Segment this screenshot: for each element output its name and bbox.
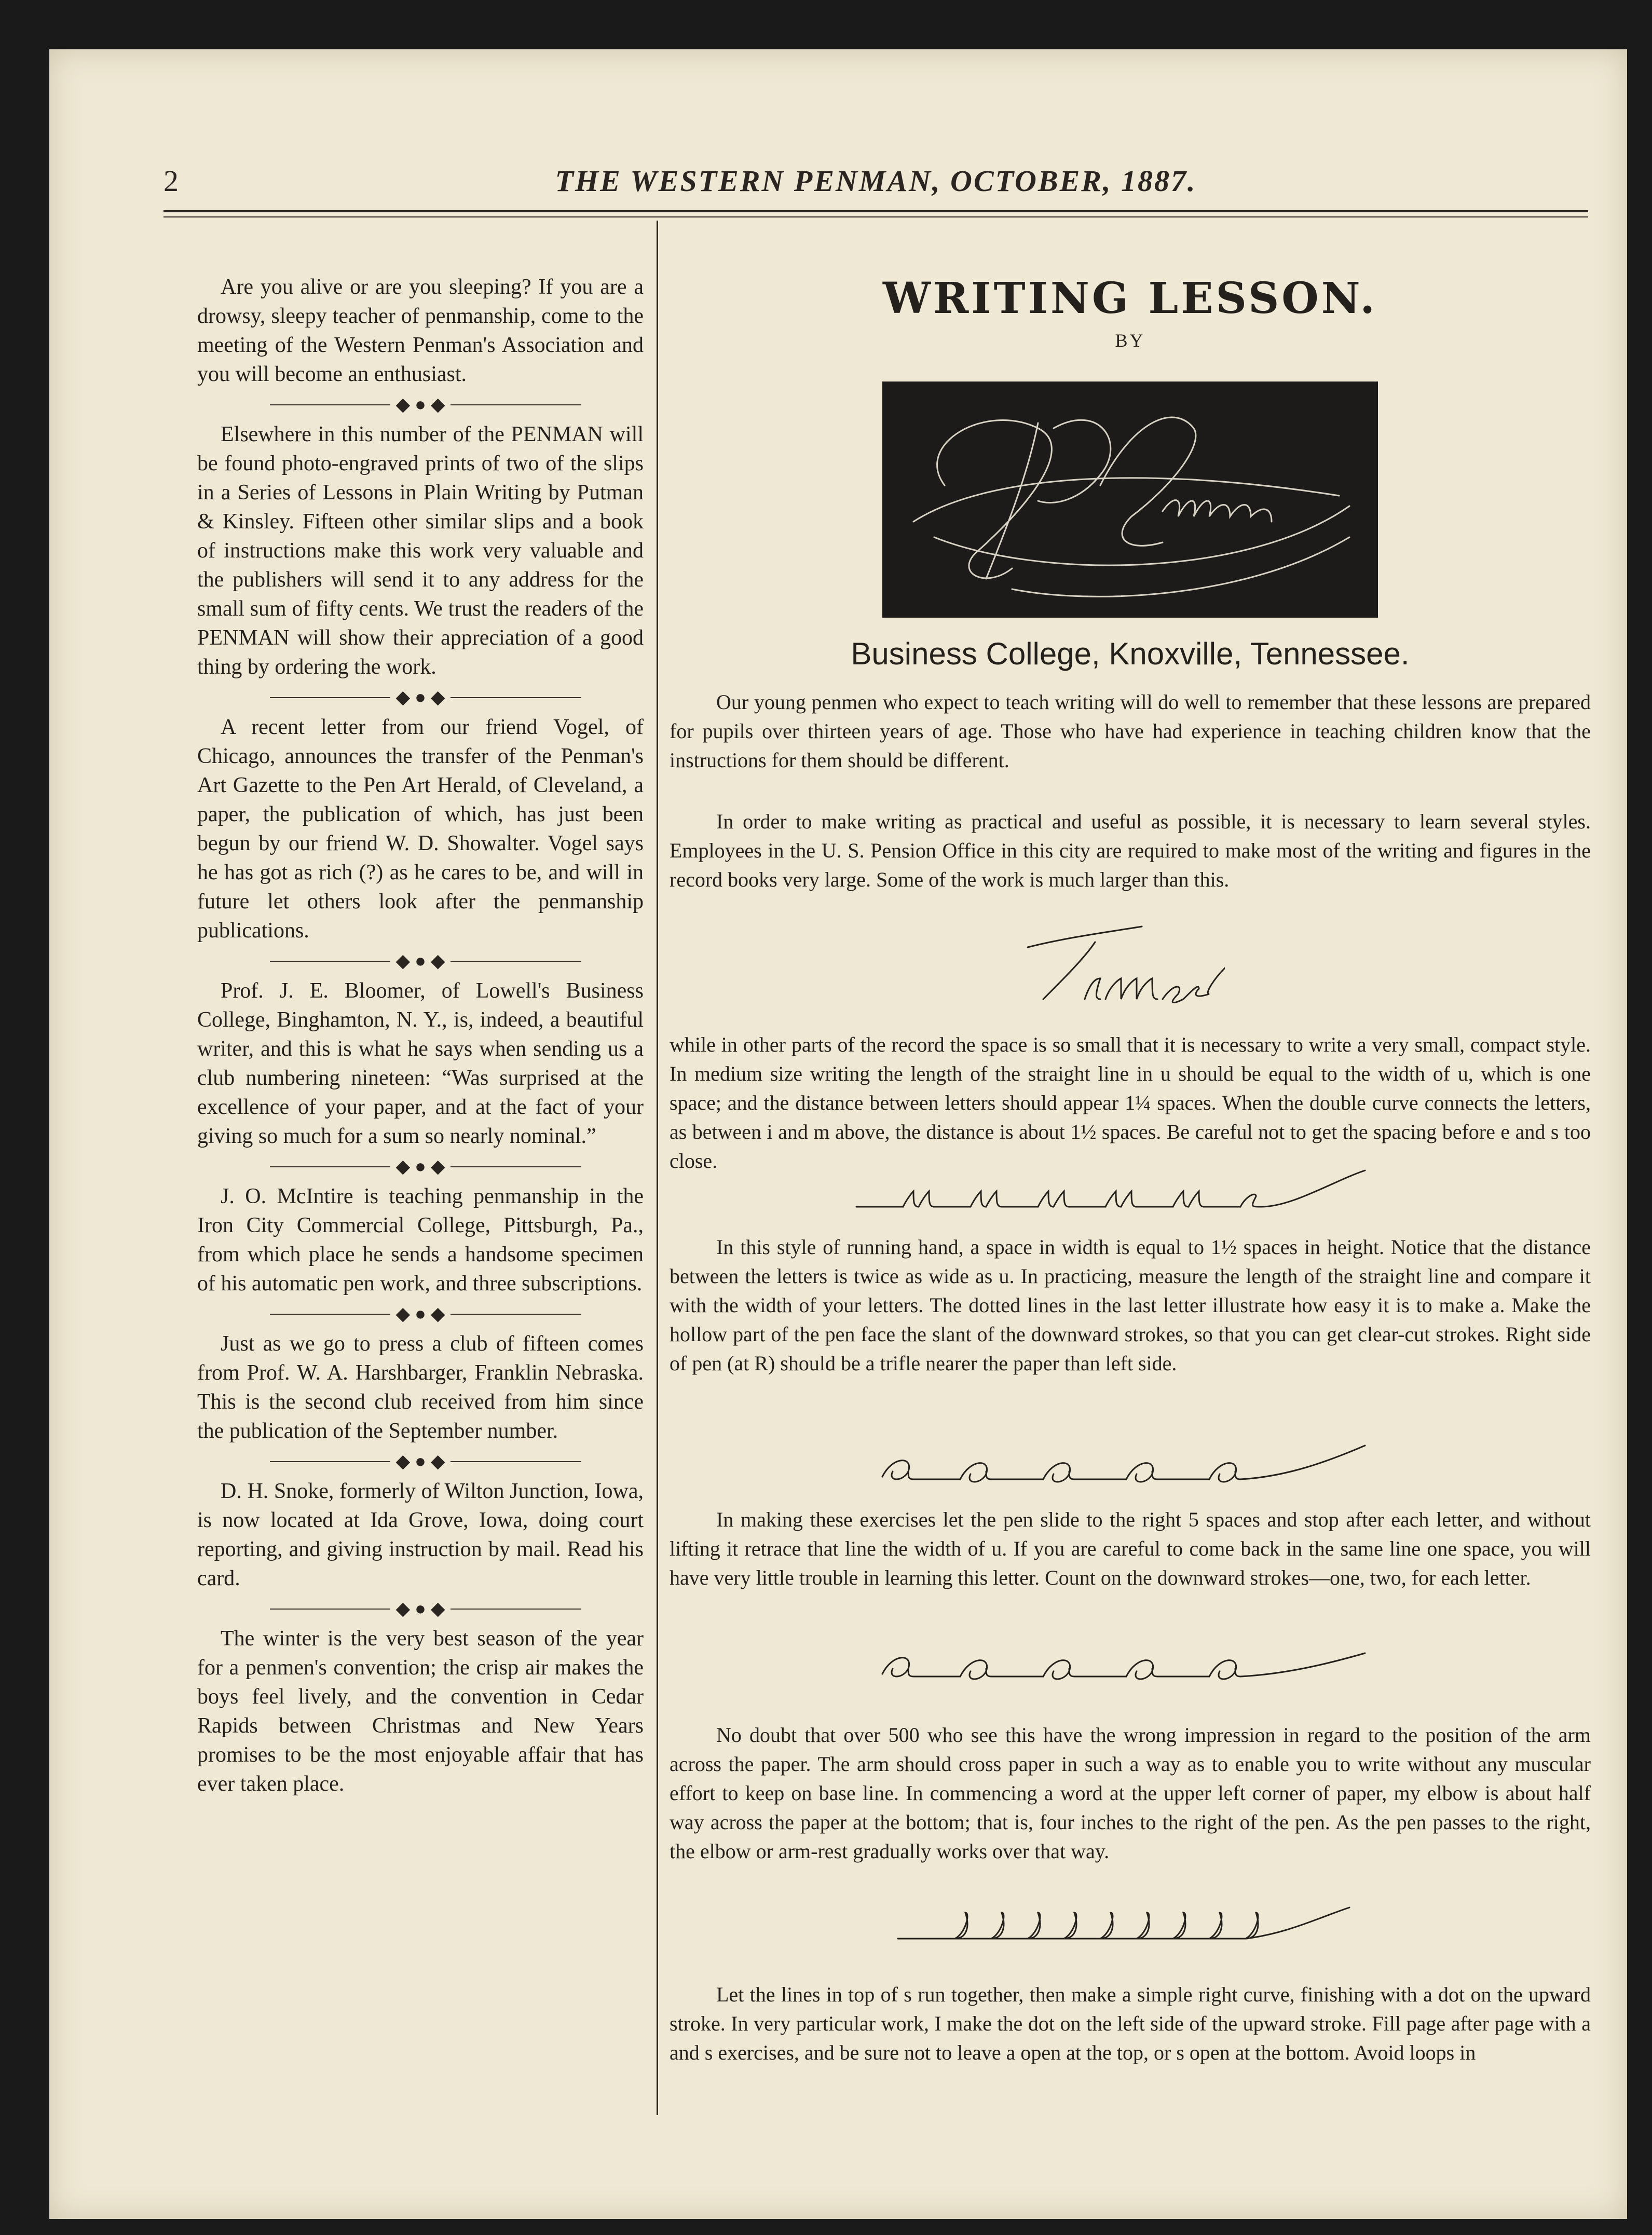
- news-item: D. H. Snoke, formerly of Wilton Junction, Iowa, is now located at Ida Grove, Iowa, doing court reporting, and giving instruction by mail. Read his card.: [197, 1479, 644, 1590]
- separator-ornament: ◆ ● ◆: [197, 1593, 644, 1624]
- lesson-paragraph: Our young penmen who expect to teach writing will do well to remember that these lessons are prepared for pupils over thirteen years of age. Those who have had experience in teaching children know that the instructions for them should be different.: [670, 690, 1591, 772]
- script-word-sample: [1007, 921, 1225, 1010]
- news-item: A recent letter from our friend Vogel, of Chicago, announces the transfer of the Penman's Art Gazette to the Pen Art Herald, of Cleveland, a paper, the publication of which, has just been begun by our friend W. D. Showalter. Vogel says he has got as rich (?) as he cares to be, and will in future let others look after the penmanship publications.: [197, 715, 644, 943]
- news-item: Just as we go to press a club of fifteen comes from Prof. W. A. Harshbarger, Franklin Nebraska. This is the second club received from him since the publication of the September number.: [197, 1332, 644, 1443]
- newspaper-page: [49, 49, 1627, 2219]
- page-header: [163, 163, 1588, 210]
- separator-ornament: ◆ ● ◆: [197, 1298, 644, 1329]
- lesson-paragraph: In order to make writing as practical and useful as possible, it is necessary to learn several styles. Employees in the U. S. Pension Office in this city are required to make most of the writing and figures in the record books very large. Some of the work is much larger than this.: [670, 810, 1591, 891]
- lesson-paragraph: No doubt that over 500 who see this have the wrong impression in regard to the position of the arm across the paper. The arm should cross paper in such a way as to enable you to write without any muscular effort to keep on base line. In commencing a word at the upper left corner of paper, my elbow is about half way across the paper at the bottom; that is, four inches to the right of the pen. As the pen passes to the right, the elbow or arm-rest gradually works over that way.: [670, 1723, 1591, 1863]
- masthead-title: THE WESTERN PENMAN, OCTOBER, 1887.: [555, 164, 1197, 198]
- page-number: 2: [163, 164, 179, 198]
- separator-ornament: ◆ ● ◆: [197, 945, 644, 976]
- header-rule-thin: [163, 216, 1588, 217]
- lesson-paragraph: Let the lines in top of s run together, then make a simple right curve, finishing with a dot on the upward stroke. In very particular work, I make the dot on the left side of the upward stroke. Fill page after page with a and s exercises, and be sure not to leave a open at the top, or s open at the bottom. Avoid loops in: [670, 1983, 1591, 2064]
- news-item: Elsewhere in this number of the PENMAN will be found photo-engraved prints of two of the slips in a Series of Lessons in Plain Writing by Putman & Kinsley. Fifteen other similar slips and a book of instructions make this work very valuable and the publishers will send it to any address for the small sum of fifty cents. We trust the readers of the PENMAN will show their appreciation of a good thing by ordering the work.: [197, 423, 644, 679]
- column-divider: [657, 221, 658, 2115]
- separator-ornament: ◆ ● ◆: [197, 389, 644, 420]
- signature-engraving: [882, 381, 1378, 618]
- left-column: [197, 272, 644, 1798]
- lesson-paragraph: In this style of running hand, a space in width is equal to 1½ spaces in height. Notice that the distance between the letters is twice as wide as u. In practicing, measure the length of the straight line and compare it with the width of your letters. The dotted lines in the last letter illustrate how easy it is to make a. Make the hollow part of the pen face the slant of the downward strokes, so that you can get clear-cut strokes. Right side of pen (at R) should be a trifle nearer the paper than left side.: [670, 1235, 1591, 1375]
- college-line: Business College, Knoxville, Tennessee.: [851, 636, 1410, 671]
- news-item: Prof. J. E. Bloomer, of Lowell's Business College, Binghamton, N. Y., is, indeed, a beautiful writer, and this is what he says when sending us a club numbering nineteen: “Was surprised at the excellence of your paper, and at the fact of your giving so much for a sum so nearly nominal.”: [197, 979, 644, 1148]
- news-item: Are you alive or are you sleeping? If you are a drowsy, sleepy teacher of penmanship, come to the meeting of the Western Penman's Association and you will become an enthusiast.: [197, 275, 644, 386]
- script-s-exercise: [893, 1897, 1360, 1949]
- separator-ornament: ◆ ● ◆: [197, 1151, 644, 1182]
- news-item: J. O. McIntire is teaching penmanship in the Iron City Commercial College, Pittsburgh, Pa., from which place he sends a handsome specimen of his automatic pen work, and three subscriptions.: [197, 1184, 644, 1296]
- byline: BY: [1115, 330, 1145, 351]
- script-a-exercise-retrace: [872, 1643, 1370, 1689]
- news-item: The winter is the very best season of the year for a penmen's convention; the crisp air makes the boys feel lively, and the convention in Cedar Rapids between Christmas and New Years promises to be the most enjoyable affair that has ever taken place.: [197, 1627, 644, 1796]
- right-column: [670, 272, 1591, 2064]
- lesson-title: WRITING LESSON.: [883, 274, 1377, 323]
- script-u-exercise: [851, 1165, 1370, 1217]
- header-rule: [163, 210, 1588, 212]
- script-a-exercise: [872, 1440, 1370, 1487]
- lesson-paragraph: In making these exercises let the pen slide to the right 5 spaces and stop after each letter, and without lifting it retrace that line the width of u. If you are careful to come back in the same line one space, you will have very little trouble in learning this letter. Count on the downward strokes—one, two, for each letter.: [670, 1508, 1591, 1589]
- separator-ornament: ◆ ● ◆: [197, 1446, 644, 1477]
- signature-flourish-icon: [882, 381, 1378, 618]
- separator-ornament: ◆ ● ◆: [197, 682, 644, 713]
- lesson-paragraph: while in other parts of the record the space is so small that it is necessary to write a very small, compact style. In medium size writing the length of the straight line in u should be equal to the width of u, which is one space; and the distance between letters should appear 1¼ spaces. When the double curve connects the letters, as between i and m above, the distance is about 1½ spaces. Be careful not to get the spacing before e and s too close.: [670, 1033, 1591, 1173]
